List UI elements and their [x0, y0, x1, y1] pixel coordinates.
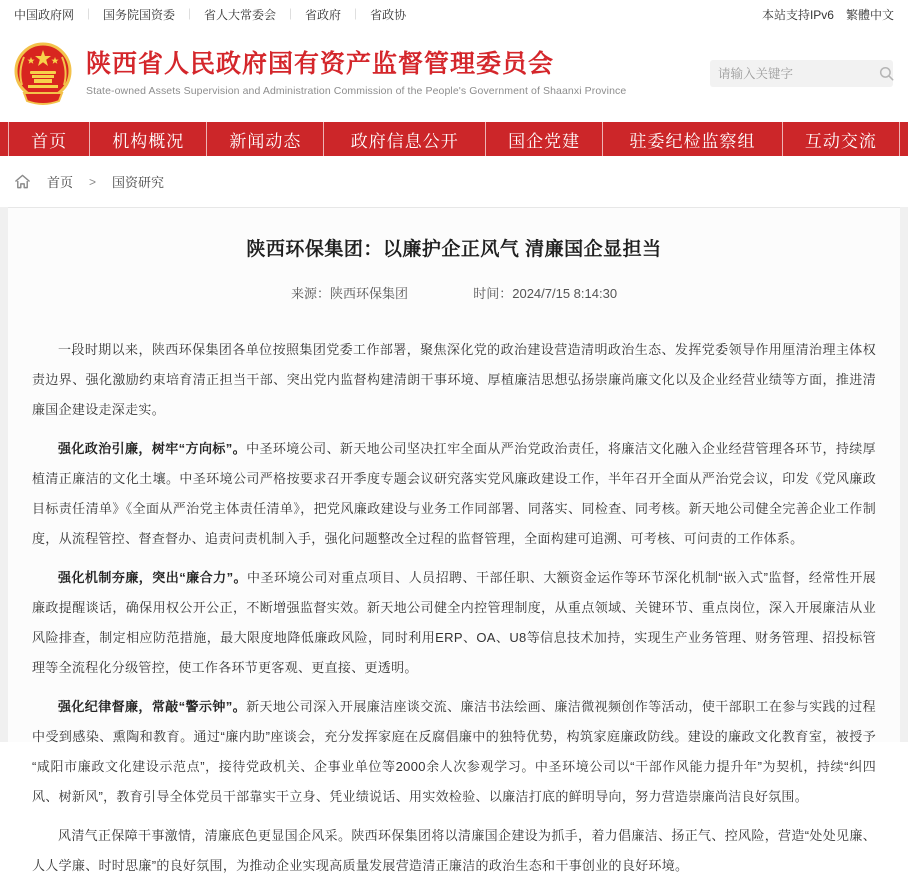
nav-item-about[interactable]: 机构概况	[89, 122, 206, 156]
site-header	[0, 28, 908, 118]
nav-item-gov-info[interactable]: 政府信息公开	[323, 122, 485, 156]
divider: ｜	[285, 9, 297, 21]
article-title: 陕西环保集团：以廉护企正风气 清廉国企显担当	[246, 239, 662, 260]
divider: ｜	[184, 9, 196, 21]
content-area	[0, 207, 908, 873]
nav-item-news[interactable]: 新闻动态	[206, 122, 323, 156]
ipv6-badge: 本站支持IPv6	[761, 7, 834, 22]
breadcrumb-separator: >	[89, 174, 97, 189]
article-meta	[32, 283, 876, 302]
home-icon[interactable]	[14, 173, 31, 190]
article-paragraph	[32, 692, 876, 812]
paragraph-text: 风清气正保障干事激情，清廉底色更显国企风采。陕西环保集团将以清廉国企建设为抓手，着力倡廉洁、扬正气、控风险，营造“处处见廉、人人学廉、时时思廉”的良好氛围，为推动企业实现高质量发展营造清正廉洁的政治生态和干事创业的良好环境。	[32, 828, 876, 873]
link-provincial-cppcc[interactable]: 省政协	[370, 7, 407, 22]
traditional-chinese-toggle[interactable]: 繁體中文	[845, 7, 894, 22]
paragraph-lead: 强化政治引廉，树牢“方向标”。	[58, 441, 247, 456]
search-input[interactable]	[718, 67, 879, 81]
link-sasac[interactable]: 国务院国资委	[103, 7, 176, 22]
paragraph-lead: 强化纪律督廉，常敲“警示钟”。	[58, 699, 247, 714]
link-china-gov[interactable]: 中国政府网	[14, 7, 75, 22]
link-provincial-gov[interactable]: 省政府	[305, 7, 342, 22]
search-box[interactable]	[710, 60, 893, 87]
paragraph-text: 中圣环境公司对重点项目、人员招聘、干部任职、大额资金运作等环节深化机制“嵌入式”监督，经常性开展廉政提醒谈话，确保用权公开公正，不断增强监督实效。新天地公司健全内控管理制度，从重点领域、关键环节、重点岗位，深入开展廉洁从业风险排查，制定相应防范措施，最大限度地降低廉政风险，同时利用ERP、OA、U8等信息技术加持，实现生产业务管理、财务管理、招投标管理等全流程化分级管控，使工作各环节更客观、更直接、更透明。	[32, 570, 876, 675]
nav-item-interaction[interactable]: 互动交流	[782, 122, 900, 156]
paragraph-text: 中圣环境公司、新天地公司坚决扛牢全面从严治党政治责任，将廉洁文化融入企业经营管理各环节，持续厚植清正廉洁的文化土壤。中圣环境公司严格按要求召开季度专题会议研究落实党风廉政建设工作，半年召开全面从严治党会议，印发《党风廉政目标责任清单》《全面从严治党主体责任清单》，把党风廉政建设与业务工作同部署、同落实、同检查、同考核。新天地公司健全完善企业工作制度，从流程管控、督查督办、追责问责机制入手，强化问题整改全过程的监督管理，全面构建可追溯、可考核、可问责的工作体系。	[32, 441, 876, 546]
article-paragraph	[32, 335, 876, 425]
paragraph-text: 一段时期以来，陕西环保集团各单位按照集团党委工作部署，聚焦深化党的政治建设营造清明政治生态、发挥党委领导作用厘清治理主体权责边界、强化激励约束培育清正担当干部、突出党内监督构建清朗干事环境、厚植廉洁思想弘扬崇廉尚廉文化以及企业经营业绩等方面，推进清廉国企建设走深走实。	[32, 342, 876, 417]
site-subtitle-en: State-owned Assets Supervision and Administration Commission of the People's Government of Shaanxi Province	[86, 85, 627, 97]
article-paragraph	[32, 563, 876, 683]
paragraph-text: 新天地公司深入开展廉洁座谈交流、廉洁书法绘画、廉洁微视频创作等活动，使干部职工在参与实践的过程中受到感染、熏陶和教育。通过“廉内助”座谈会，充分发挥家庭在反腐倡廉中的独特优势，构筑家庭廉政防线。建设的廉政文化教育室，被授予“咸阳市廉政文化建设示范点”，接待党政机关、企事业单位等2000余人次参观学习。中圣环境公司以“干部作风能力提升年”为契机，持续“纠四风、树新风”，教育引导全体党员干部靠实干立身、凭业绩说话、用实效检验、以廉洁打底的鲜明导向，努力营造崇廉尚洁良好氛围。	[32, 699, 876, 804]
divider: ｜	[350, 9, 362, 21]
site-title: 陕西省人民政府国有资产监督管理委员会	[86, 50, 555, 78]
nav-item-discipline-inspection[interactable]: 驻委纪检监察组	[602, 122, 782, 156]
source-label: 来源：	[290, 286, 330, 301]
article-paragraph	[32, 434, 876, 554]
nav-item-home[interactable]: 首页	[8, 122, 89, 156]
search-icon[interactable]	[879, 66, 894, 81]
link-provincial-congress[interactable]: 省人大常委会	[204, 7, 277, 22]
article-panel	[8, 207, 900, 873]
breadcrumb	[0, 156, 908, 207]
gov-links	[14, 6, 406, 23]
main-nav	[0, 122, 908, 156]
breadcrumb-current[interactable]: 国资研究	[112, 175, 165, 190]
paragraph-lead: 强化机制夯廉，突出“廉合力”。	[58, 570, 248, 585]
nav-item-party-building[interactable]: 国企党建	[485, 122, 602, 156]
breadcrumb-home[interactable]: 首页	[47, 175, 74, 190]
source-value: 陕西环保集团	[329, 286, 408, 301]
article-paragraph	[32, 821, 876, 881]
time-label: 时间：	[473, 286, 513, 301]
time-value: 2024/7/15 8:14:30	[512, 286, 618, 301]
national-emblem-logo	[14, 41, 72, 107]
top-utility-bar	[0, 0, 908, 28]
article-body	[32, 335, 876, 881]
divider: ｜	[83, 9, 95, 21]
